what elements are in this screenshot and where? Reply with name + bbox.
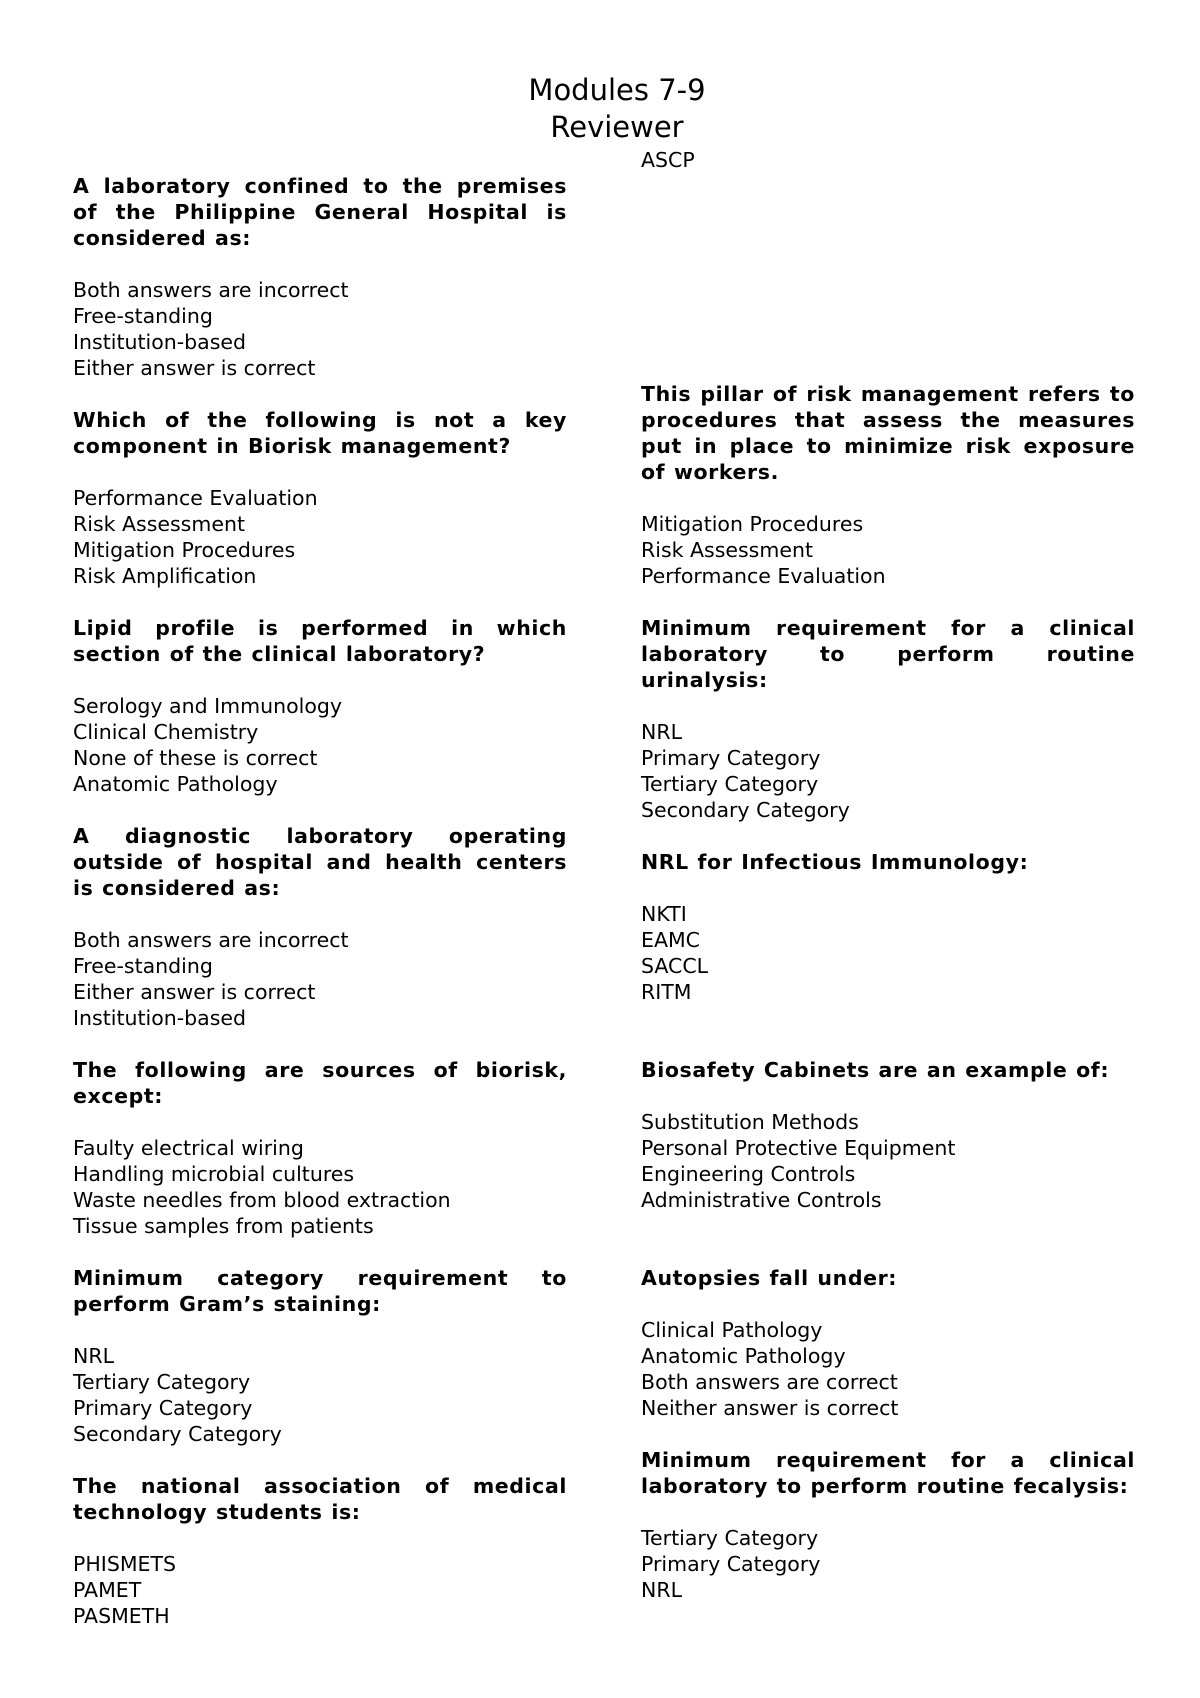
question-text: The national association of medical technology students is: bbox=[73, 1474, 567, 1524]
options-list bbox=[641, 1317, 1135, 1421]
question-block bbox=[73, 407, 567, 589]
title-line-1: Modules 7-9 bbox=[528, 73, 706, 107]
options-list bbox=[641, 1109, 1135, 1213]
document-title bbox=[0, 72, 1200, 146]
options-list bbox=[73, 693, 567, 797]
question-text: Which of the following is not a key component in Biorisk management? bbox=[73, 408, 567, 458]
question-block bbox=[641, 1447, 1135, 1603]
answer-option: Handling microbial cultures bbox=[73, 1162, 355, 1186]
question-text: Lipid profile is performed in which section of the clinical laboratory? bbox=[73, 616, 567, 666]
answer-option: PHISMETS bbox=[73, 1552, 177, 1576]
answer-option: PASMETH bbox=[73, 1604, 170, 1628]
options-list bbox=[73, 927, 567, 1031]
answer-option: Mitigation Procedures bbox=[73, 538, 296, 562]
options-list bbox=[641, 719, 1135, 823]
question-text: A laboratory confined to the premises of the Philippine General Hospital is considered as: bbox=[73, 174, 567, 250]
answer-option: Risk Assessment bbox=[73, 512, 245, 536]
question-block bbox=[73, 823, 567, 1031]
answer-option: Both answers are correct bbox=[641, 1370, 898, 1394]
answer-option: Primary Category bbox=[73, 1396, 253, 1420]
answer-option: Either answer is correct bbox=[73, 980, 316, 1004]
options-list bbox=[73, 277, 567, 381]
answer-option: NKTI bbox=[641, 902, 687, 926]
stray-answer-option: ASCP bbox=[641, 148, 695, 172]
answer-option: Clinical Pathology bbox=[641, 1318, 823, 1342]
question-text: Minimum category requirement to perform Gram’s staining: bbox=[73, 1266, 567, 1316]
answer-option: Institution-based bbox=[73, 1006, 247, 1030]
question-block bbox=[641, 849, 1135, 1005]
question-text: Minimum requirement for a clinical laboratory to perform routine fecalysis: bbox=[641, 1448, 1135, 1498]
answer-option: Primary Category bbox=[641, 1552, 821, 1576]
answer-option: Neither answer is correct bbox=[641, 1396, 899, 1420]
answer-option: NRL bbox=[73, 1344, 114, 1368]
answer-option: Faulty electrical wiring bbox=[73, 1136, 304, 1160]
options-list bbox=[73, 1343, 567, 1447]
answer-option: Secondary Category bbox=[641, 798, 850, 822]
question-text: Minimum requirement for a clinical laboratory to perform routine urinalysis: bbox=[641, 616, 1135, 692]
answer-option: SACCL bbox=[641, 954, 709, 978]
question-text: Biosafety Cabinets are an example of: bbox=[641, 1058, 1110, 1082]
answer-option: None of these is correct bbox=[73, 746, 318, 770]
answer-option: Both answers are incorrect bbox=[73, 278, 349, 302]
question-text: NRL for Infectious Immunology: bbox=[641, 850, 1029, 874]
question-block bbox=[73, 173, 567, 381]
question-text: Autopsies fall under: bbox=[641, 1266, 898, 1290]
answer-option: Tissue samples from patients bbox=[73, 1214, 374, 1238]
answer-option: NRL bbox=[641, 1578, 682, 1602]
question-block bbox=[641, 1057, 1135, 1213]
answer-option: Primary Category bbox=[641, 746, 821, 770]
options-list bbox=[641, 1525, 1135, 1603]
answer-option: Performance Evaluation bbox=[73, 486, 318, 510]
answer-option: Engineering Controls bbox=[641, 1162, 856, 1186]
answer-option: Personal Protective Equipment bbox=[641, 1136, 956, 1160]
options-list bbox=[641, 511, 1135, 589]
answer-option: Free-standing bbox=[73, 304, 213, 328]
answer-option: Risk Amplification bbox=[73, 564, 257, 588]
answer-option: Clinical Chemistry bbox=[73, 720, 259, 744]
answer-option: Risk Assessment bbox=[641, 538, 813, 562]
answer-option: Serology and Immunology bbox=[73, 694, 343, 718]
answer-option: Secondary Category bbox=[73, 1422, 282, 1446]
question-block bbox=[641, 615, 1135, 823]
title-line-2: Reviewer bbox=[550, 110, 684, 144]
question-block bbox=[73, 1473, 567, 1629]
question-text: A diagnostic laboratory operating outside of hospital and health centers is considered as: bbox=[73, 824, 567, 900]
answer-option: Free-standing bbox=[73, 954, 213, 978]
answer-option: Mitigation Procedures bbox=[641, 512, 864, 536]
answer-option: Either answer is correct bbox=[73, 356, 316, 380]
answer-option: Anatomic Pathology bbox=[641, 1344, 846, 1368]
question-text: The following are sources of biorisk, except: bbox=[73, 1058, 567, 1108]
answer-option: Waste needles from blood extraction bbox=[73, 1188, 451, 1212]
answer-option: Tertiary Category bbox=[641, 772, 819, 796]
question-text: This pillar of risk management refers to procedures that assess the measures put in place to minimize risk exposure of workers. bbox=[641, 382, 1135, 484]
answer-option: Substitution Methods bbox=[641, 1110, 859, 1134]
options-list bbox=[73, 1551, 567, 1629]
answer-option: NRL bbox=[641, 720, 682, 744]
options-list bbox=[641, 901, 1135, 1005]
answer-option: Performance Evaluation bbox=[641, 564, 886, 588]
question-block bbox=[73, 1265, 567, 1447]
answer-option: Tertiary Category bbox=[641, 1526, 819, 1550]
question-block bbox=[641, 1265, 1135, 1421]
answer-option: Anatomic Pathology bbox=[73, 772, 278, 796]
question-block bbox=[73, 615, 567, 797]
answer-option: RITM bbox=[641, 980, 692, 1004]
options-list bbox=[73, 485, 567, 589]
options-list bbox=[73, 1135, 567, 1239]
answer-option: EAMC bbox=[641, 928, 700, 952]
question-block bbox=[73, 1057, 567, 1239]
answer-option: Both answers are incorrect bbox=[73, 928, 349, 952]
answer-option: Administrative Controls bbox=[641, 1188, 882, 1212]
answer-option: Institution-based bbox=[73, 330, 247, 354]
answer-option: Tertiary Category bbox=[73, 1370, 251, 1394]
answer-option: PAMET bbox=[73, 1578, 142, 1602]
question-block bbox=[641, 381, 1135, 589]
